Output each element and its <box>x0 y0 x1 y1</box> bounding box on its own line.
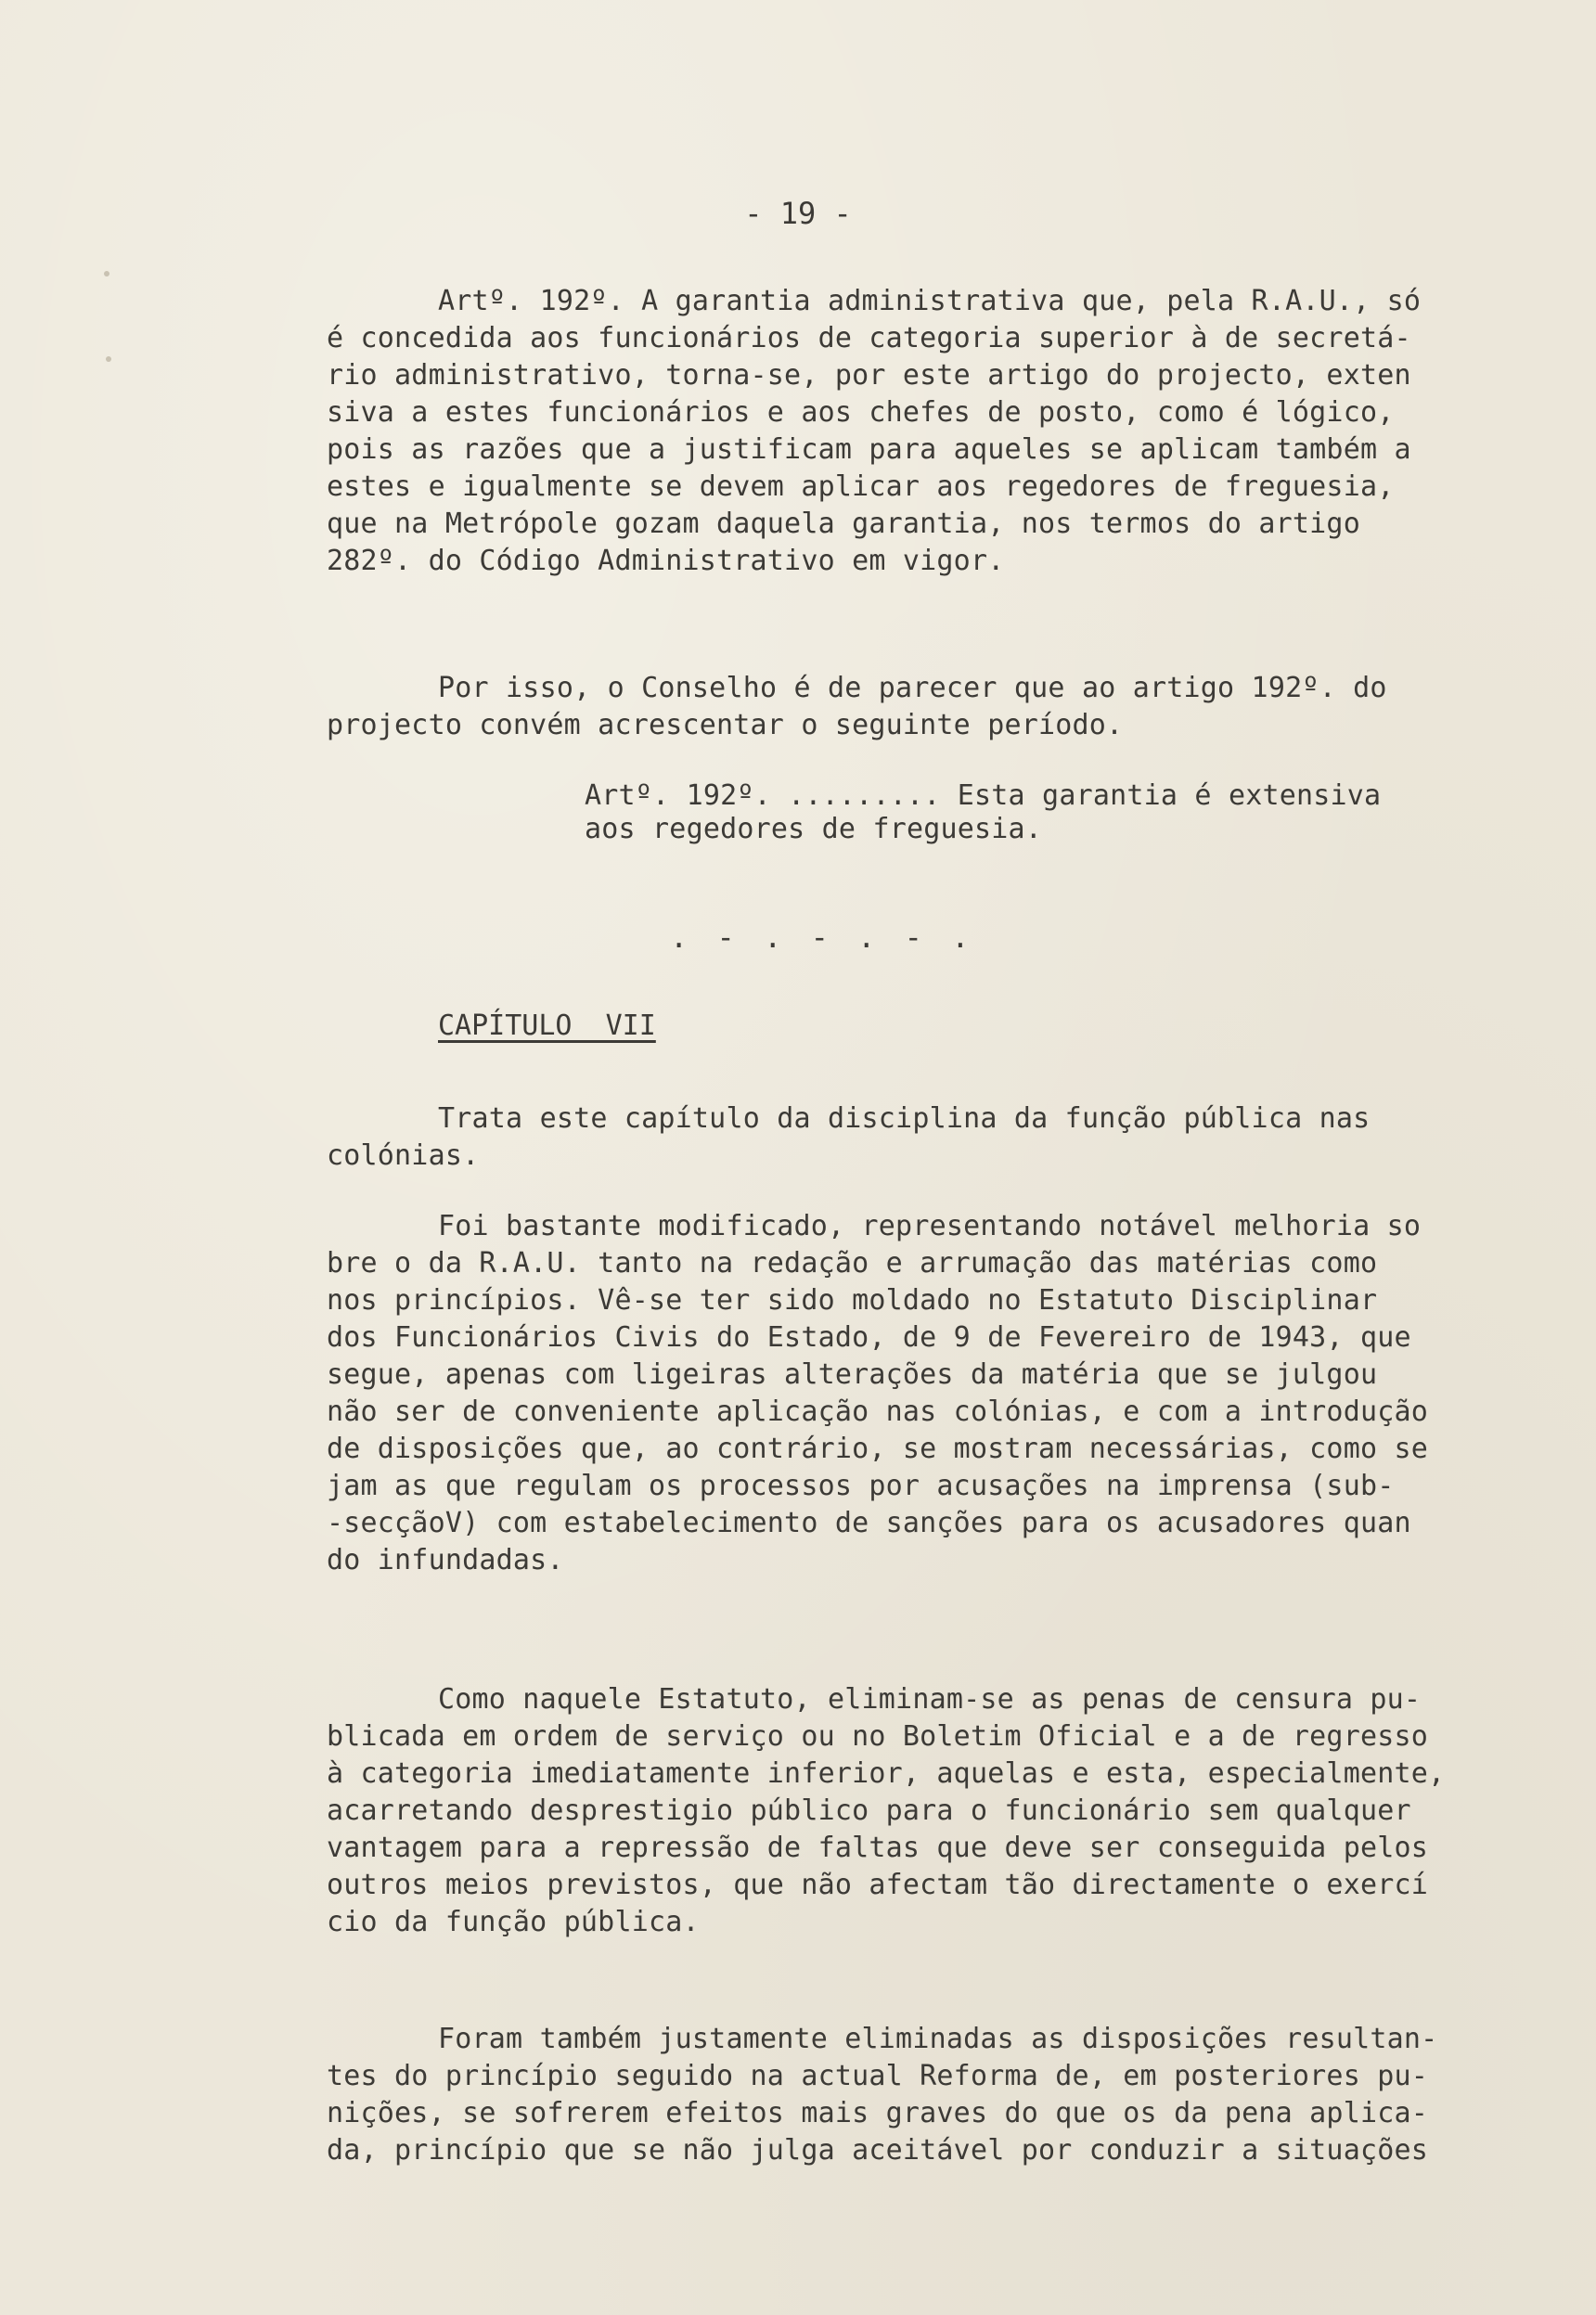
text-line: vantagem para a repressão de faltas que deve ser conseguida pelos <box>327 1832 1428 1864</box>
text-line: segue, apenas com ligeiras alterações da matéria que se julgou <box>327 1358 1378 1391</box>
text-line: da, princípio que se não julga aceitável por conduzir a situações <box>327 2134 1428 2167</box>
text-line: que na Metrópole gozam daquela garantia, nos termos do artigo <box>327 508 1360 540</box>
page-number: - 19 - <box>744 196 852 231</box>
quoted-article <box>585 779 1512 846</box>
text-line: Foram também justamente eliminadas as disposições resultan- <box>438 2023 1438 2055</box>
text-line: jam as que regulam os processos por acusações na imprensa (sub- <box>327 1470 1395 1502</box>
section-separator: . - . - . - . <box>670 920 975 955</box>
text-line: do infundadas. <box>327 1544 564 1576</box>
text-line: bre o da R.A.U. tanto na redação e arrumação das matérias como <box>327 1247 1378 1280</box>
paper-mark <box>104 271 109 277</box>
text-line: tes do princípio seguido na actual Reforma de, em posteriores pu- <box>327 2060 1428 2092</box>
text-line: dos Funcionários Civis do Estado, de 9 de Fevereiro de 1943, que <box>327 1321 1411 1354</box>
text-line: siva a estes funcionários e aos chefes de posto, como é lógico, <box>327 396 1395 429</box>
text-line: aos regedores de freguesia. <box>585 813 1043 845</box>
text-line: Artº. 192º. ......... Esta garantia é extensiva <box>585 779 1382 812</box>
paragraph-trata <box>327 1100 1542 1175</box>
paragraph-foi <box>327 1208 1542 1579</box>
text-line: projecto convém acrescentar o seguinte período. <box>327 709 1124 741</box>
paper-mark <box>106 356 111 362</box>
text-line: outros meios previstos, que não afectam tão directamente o exercí <box>327 1869 1428 1901</box>
text-line: cio da função pública. <box>327 1906 700 1938</box>
text-line: nos princípios. Vê-se ter sido moldado no Estatuto Disciplinar <box>327 1284 1378 1317</box>
text-line: de disposições que, ao contrário, se mostram necessárias, como se <box>327 1433 1428 1465</box>
text-line: acarretando desprestigio público para o funcionário sem qualquer <box>327 1794 1411 1827</box>
text-line: nições, se sofrerem efeitos mais graves do que os da pena aplica- <box>327 2097 1428 2129</box>
text-line: pois as razões que a justificam para aqueles se aplicam também a <box>327 433 1411 466</box>
text-line: 282º. do Código Administrativo em vigor. <box>327 545 1005 577</box>
text-line: Foi bastante modificado, representando notável melhoria so <box>438 1210 1422 1242</box>
text-line: rio administrativo, torna-se, por este artigo do projecto, exten <box>327 359 1411 392</box>
text-line: estes e igualmente se devem aplicar aos regedores de freguesia, <box>327 470 1395 503</box>
text-line: blicada em ordem de serviço ou no Boletim Oficial e a de regresso <box>327 1720 1428 1753</box>
text-line: Artº. 192º. A garantia administrativa que, pela R.A.U., só <box>438 285 1422 317</box>
text-line: à categoria imediatamente inferior, aquelas e esta, especialmente, <box>327 1757 1446 1790</box>
paragraph-como <box>327 1681 1542 1941</box>
text-line: é concedida aos funcionários de categoria superior à de secretá- <box>327 322 1411 354</box>
text-line: Como naquele Estatuto, eliminam-se as penas de censura pu- <box>438 1683 1422 1716</box>
text-line: não ser de conveniente aplicação nas colónias, e com a introdução <box>327 1395 1428 1428</box>
chapter-heading: CAPÍTULO VII <box>438 1010 656 1042</box>
text-line: -secçãoV) com estabelecimento de sanções para os acusadores quan <box>327 1507 1411 1539</box>
text-line: colónias. <box>327 1139 480 1172</box>
text-line: Por isso, o Conselho é de parecer que ao artigo 192º. do <box>438 672 1387 704</box>
paragraph-art192 <box>327 283 1542 580</box>
paragraph-por-isso <box>327 670 1542 744</box>
paragraph-foram <box>327 2021 1542 2169</box>
text-line: Trata este capítulo da disciplina da função pública nas <box>438 1102 1371 1135</box>
